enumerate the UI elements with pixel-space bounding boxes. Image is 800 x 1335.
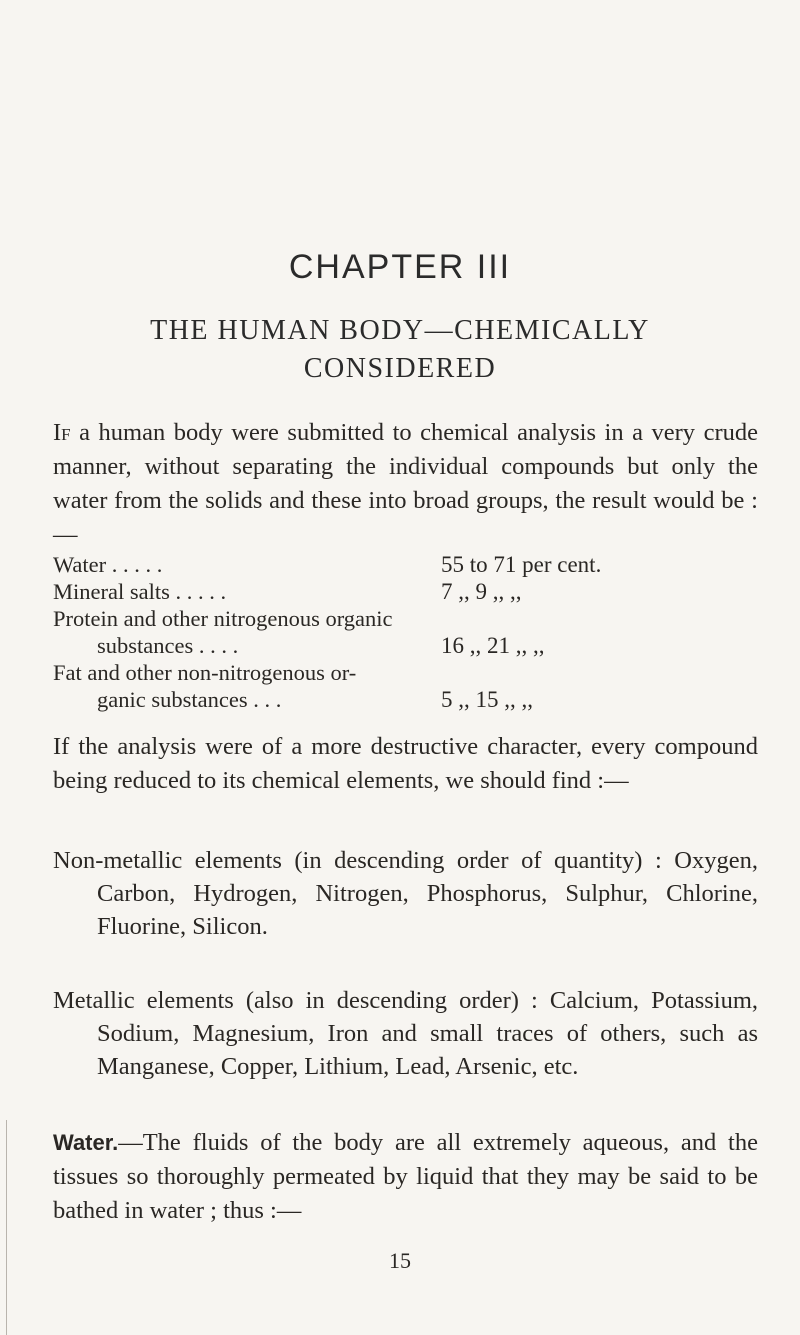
destructive-analysis-paragraph: If the analysis were of a more destructive character, every compound being reduced to its chemical elements, we should find :— [53, 733, 758, 794]
composition-value: 5 ,, 15 ,, ,, [441, 687, 533, 712]
composition-label: substances . . . . [97, 633, 239, 658]
composition-row [53, 605, 763, 632]
composition-value: 16 ,, 21 ,, ,, [441, 633, 545, 658]
composition-row [53, 686, 763, 713]
composition-row [53, 578, 763, 605]
composition-row [53, 551, 763, 578]
metallic-elements-paragraph: Metallic elements (also in descending order) : Calcium, Potassium, Sodium, Magnesium, Iron and small traces of others, such as Manganese, Copper, Lithium, Lead, Arsenic, etc. [53, 987, 758, 1080]
water-section-paragraph [53, 1126, 758, 1228]
chapter-title-line-2: CONSIDERED [303, 353, 497, 384]
chapter-label: CHAPTER III [288, 248, 512, 286]
composition-label: Fat and other non-nitrogenous or- [53, 660, 357, 685]
chapter-title [0, 312, 800, 388]
water-heading: Water. [53, 1130, 119, 1155]
composition-row [53, 632, 763, 659]
composition-label: Mineral salts . . . . . [53, 579, 227, 604]
chapter-title-line-1: THE HUMAN BODY—CHEMICALLY [150, 315, 650, 346]
intro-text: a human body were submitted to chemical analysis in a very crude manner, without separating the individual compounds but only the water from the solids and these into broad groups, the result would be :— [53, 419, 758, 548]
composition-label: ganic substances . . . [97, 687, 282, 712]
composition-label: Protein and other nitrogenous organic [53, 606, 393, 631]
composition-table [53, 551, 763, 713]
composition-value: 55 to 71 per cent. [441, 552, 602, 577]
water-text: —The fluids of the body are all extremely aqueous, and the tissues so thoroughly permeated by liquid that they may be said to be bathed in water ; thus :— [53, 1129, 758, 1224]
non-metallic-elements-paragraph: Non-metallic elements (in descending order of quantity) : Oxygen, Carbon, Hydrogen, Nitrogen, Phosphorus, Sulphur, Chlorine, Fluorine, Silicon. [53, 847, 758, 940]
page-number: 15 [389, 1248, 411, 1273]
composition-label: Water . . . . . [53, 552, 163, 577]
page-edge-line [6, 1120, 7, 1335]
intro-lead-word: If [53, 419, 71, 446]
intro-paragraph [53, 416, 758, 552]
composition-row [53, 659, 763, 686]
composition-value: 7 ,, 9 ,, ,, [441, 579, 522, 604]
